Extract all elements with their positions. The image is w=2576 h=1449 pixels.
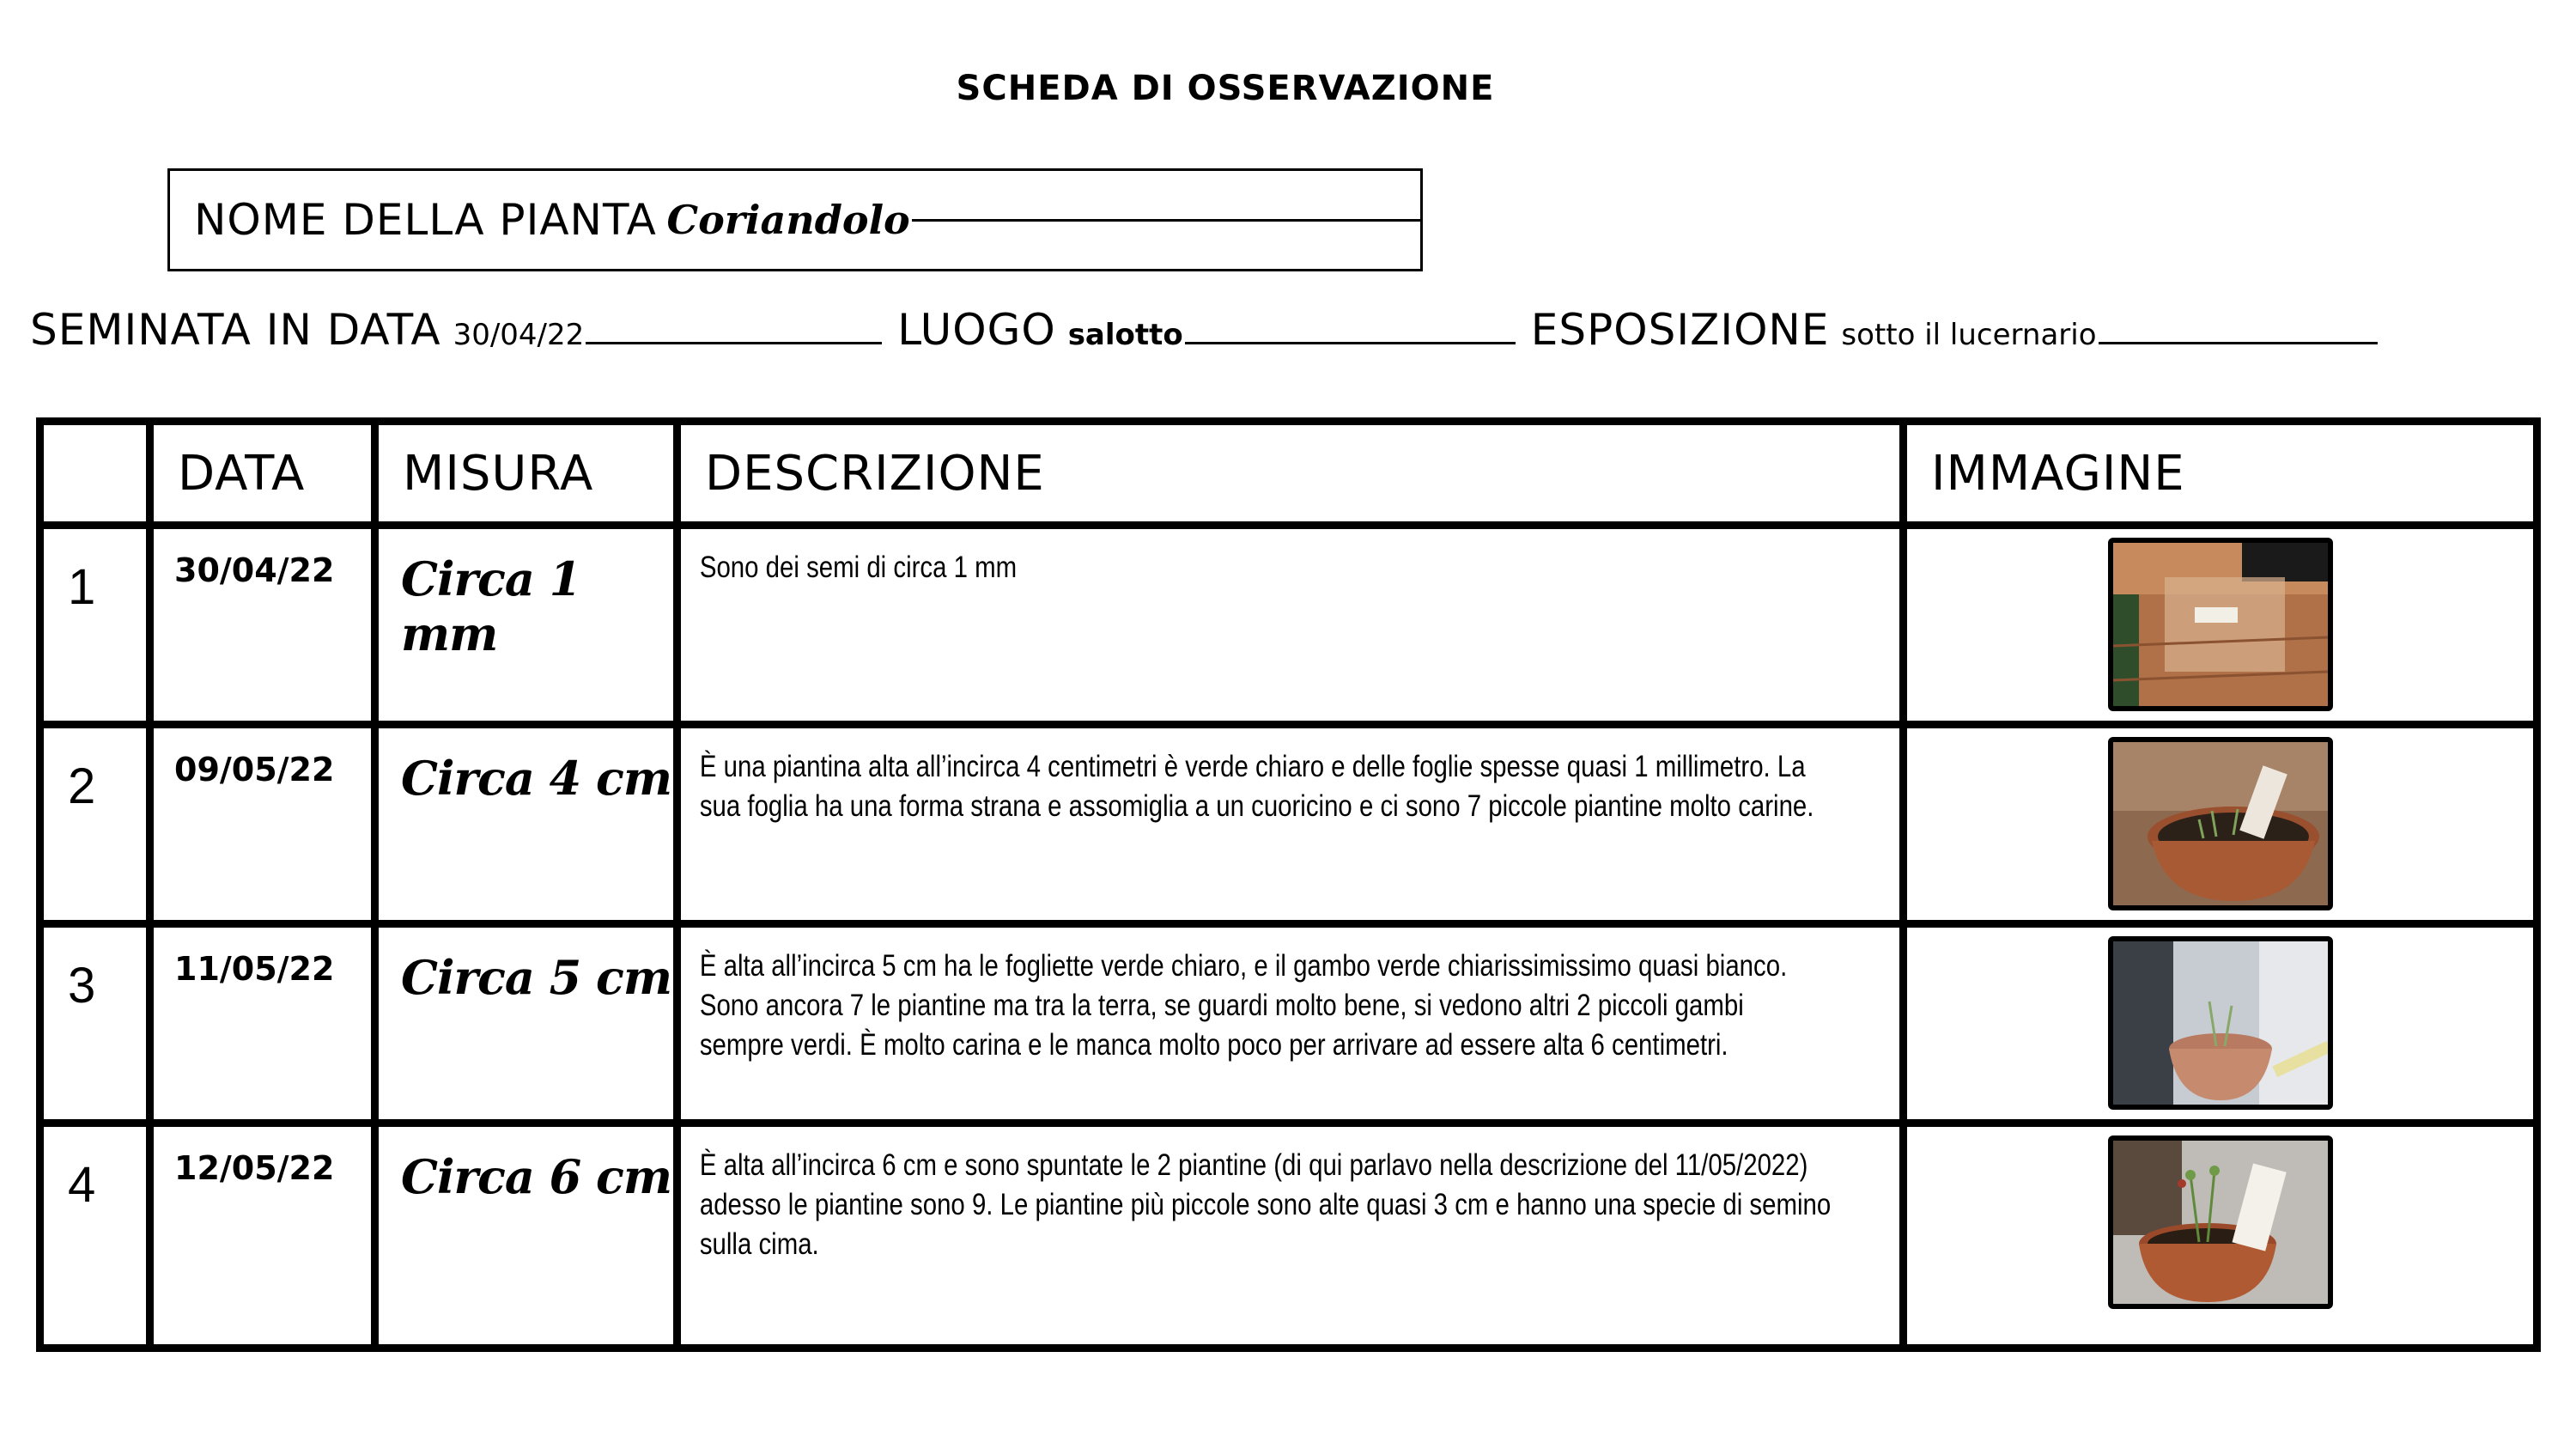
plant-name-value: Coriandolo xyxy=(666,197,910,243)
sown-date-value: 30/04/22 xyxy=(453,318,585,352)
row-date: 30/04/22 xyxy=(174,551,335,589)
header-date: DATA xyxy=(150,422,375,526)
table-row xyxy=(40,526,2537,725)
exposure-underline xyxy=(2099,342,2378,344)
row-measure: Circa 5 cm xyxy=(401,950,672,1005)
sown-date-label: SEMINATA IN DATA xyxy=(30,305,441,355)
row-number: 3 xyxy=(68,958,96,1014)
header-measure: MISURA xyxy=(375,422,677,526)
row-description: È alta all’incirca 5 cm ha le fogliette verde chiaro, e il gambo verde chiarissimissimo quasi bianco. Sono ancora 7 le piantine ma tra la terra, se guardi molto bene, si vedono altri 2 piccoli gambi sempre verdi. È molto carina e le manca molto poco per arrivare ad essere alta 6 centimetri. xyxy=(699,949,1788,1062)
sowing-info-row xyxy=(30,305,2572,355)
table-row xyxy=(40,924,2537,1123)
row-date: 11/05/22 xyxy=(174,950,335,988)
place-label: LUOGO xyxy=(897,305,1056,355)
plant-name-label: NOME DELLA PIANTA xyxy=(194,195,657,245)
sown-date-underline xyxy=(586,342,882,344)
row-number: 2 xyxy=(68,758,96,814)
row-measure: Circa 4 cm xyxy=(401,751,672,806)
row-description: È alta all’incirca 6 cm e sono spuntate le 2 piantine (di qui parlavo nella descrizione del 11/05/2022) adesso le piantine sono 9. Le piantine più piccole sono alte quasi 3 cm e hanno una specie di semino sulla cima. xyxy=(699,1148,1832,1261)
row-date: 12/05/22 xyxy=(174,1149,335,1187)
exposure-value: sotto il lucernario xyxy=(1841,318,2097,352)
seeds-photo xyxy=(2108,538,2333,711)
row-measure: Circa 6 cm xyxy=(401,1149,672,1204)
header-description: DESCRIZIONE xyxy=(677,422,1904,526)
header-image: IMMAGINE xyxy=(1904,422,2537,526)
header-num xyxy=(40,422,150,526)
row-date: 09/05/22 xyxy=(174,751,335,788)
sheet-title: SCHEDA DI OSSERVAZIONE xyxy=(956,69,1495,108)
place-value: salotto xyxy=(1067,318,1183,352)
row-number: 1 xyxy=(68,559,96,615)
seedlings-ruler-photo xyxy=(2108,936,2333,1110)
exposure-label: ESPOSIZIONE xyxy=(1530,305,1830,355)
row-description: È una piantina alta all’incirca 4 centimetri è verde chiaro e delle foglie spesse quasi 1 millimetro. La sua foglia ha una forma strana e assomiglia a un cuoricino e ci sono 7 piccole piantine molto carine. xyxy=(699,750,1814,823)
place-underline xyxy=(1185,342,1516,344)
row-measure: Circa 1 mm xyxy=(401,551,581,661)
row-number: 4 xyxy=(68,1157,96,1213)
table-header-row xyxy=(40,422,2537,526)
sprouts-photo xyxy=(2108,737,2333,910)
plant-name-box xyxy=(167,168,1423,271)
table-row xyxy=(40,1123,2537,1349)
observation-table xyxy=(36,417,2541,1352)
row-description: Sono dei semi di circa 1 mm xyxy=(699,551,1018,584)
plant-name-underline xyxy=(912,219,1420,222)
coriander-label-photo xyxy=(2108,1135,2333,1309)
table-row xyxy=(40,725,2537,924)
